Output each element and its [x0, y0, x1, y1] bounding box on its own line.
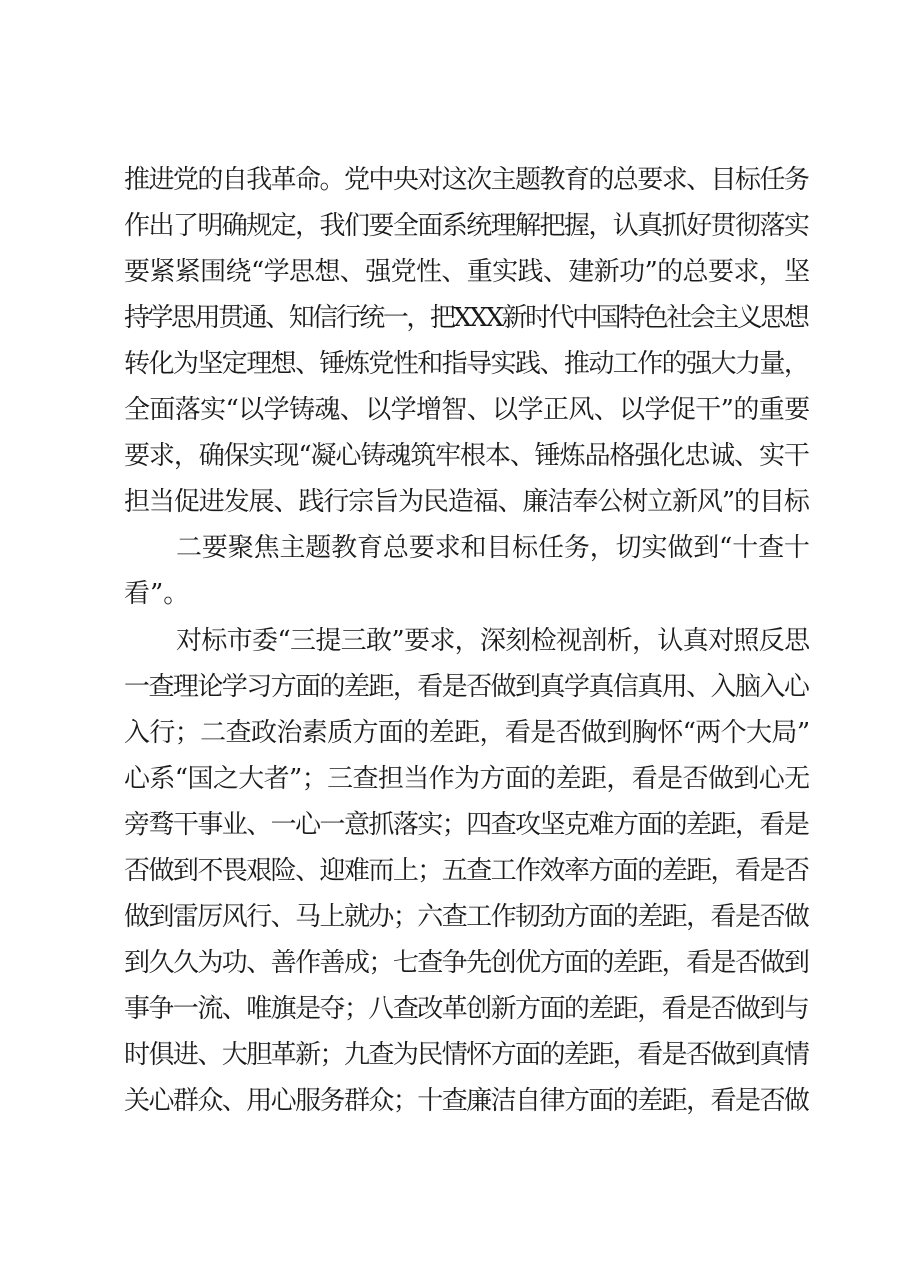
- text-line: [0, 1032, 909, 1078]
- text-line: [0, 571, 909, 617]
- text-line-content: 要求，确保实现“凝心铸魂筑牢根本、锤炼品格强化忠诚、实干: [124, 441, 809, 471]
- text-line-content: 到久久为功、善作善成；七查争先创优方面的差距，看是否做到: [124, 948, 809, 978]
- paragraph-first-line: [0, 618, 909, 664]
- text-line-content: 旁骛干事业、一心一意抓落实；四查攻坚克难方面的差距，看是: [124, 810, 809, 840]
- text-line-content: 一查理论学习方面的差距，看是否做到真学真信真用、入脑入心: [124, 672, 809, 702]
- text-line: [0, 710, 909, 756]
- text-line-content: 否做到不畏艰险、迎难而上；五查工作效率方面的差距，看是否: [124, 856, 809, 886]
- text-line: [0, 1078, 909, 1124]
- text-line: [0, 848, 909, 894]
- text-line-content: 入行；二查政治素质方面的差距，看是否做到胸怀“两个大局”: [124, 718, 810, 748]
- text-line-content: 关心群众、用心服务群众；十查廉洁自律方面的差距，看是否做: [124, 1086, 809, 1116]
- text-line-content: 全面落实“以学铸魂、以学增智、以学正风、以学促干”的重要: [124, 395, 810, 425]
- text-line: [0, 986, 909, 1032]
- text-line-content: 事争一流、唯旗是夺；八查改革创新方面的差距，看是否做到与: [124, 994, 809, 1024]
- text-line: [0, 802, 909, 848]
- paragraph-first-line: [0, 525, 909, 571]
- text-line: [0, 894, 909, 940]
- text-line: [0, 295, 909, 341]
- text-line: [0, 940, 909, 986]
- text-line-content: 要紧紧围绕“学思想、强党性、重实践、建新功”的总要求，坚: [124, 257, 810, 287]
- text-line-content: 推进党的自我革命。党中央对这次主题教育的总要求、目标任务: [124, 165, 809, 195]
- text-line-content: 对标市委“三提三敢”要求，深刻检视剖析，认真对照反思: [176, 626, 810, 656]
- text-line: [0, 756, 909, 802]
- text-line-content: 转化为坚定理想、锤炼党性和指导实践、推动工作的强大力量，: [124, 349, 809, 379]
- text-line: [0, 249, 909, 295]
- text-line-content: 作出了明确规定，我们要全面系统理解把握，认真抓好贯彻落实: [124, 211, 809, 241]
- text-line-content: 二要聚焦主题教育总要求和目标任务，切实做到“十查十: [176, 533, 810, 563]
- text-line: [0, 157, 909, 203]
- text-line-content: 看”。: [124, 579, 190, 609]
- text-line-content: 持学思用贯通、知信行统一，把XXX新时代中国特色社会主义思想: [124, 303, 808, 333]
- text-line: [0, 664, 909, 710]
- text-line: [0, 341, 909, 387]
- text-line: [0, 203, 909, 249]
- text-line: [0, 387, 909, 433]
- text-line-content: 时俱进、大胆革新；九查为民情怀方面的差距，看是否做到真情: [124, 1040, 809, 1070]
- text-line-content: 做到雷厉风行、马上就办；六查工作韧劲方面的差距，看是否做: [124, 902, 809, 932]
- text-line-content: 担当促进发展、践行宗旨为民造福、廉洁奉公树立新风”的目标: [124, 487, 809, 517]
- text-line: [0, 479, 909, 525]
- text-line-content: 心系“国之大者”；三查担当作为方面的差距，看是否做到心无: [124, 764, 810, 794]
- text-line: [0, 433, 909, 479]
